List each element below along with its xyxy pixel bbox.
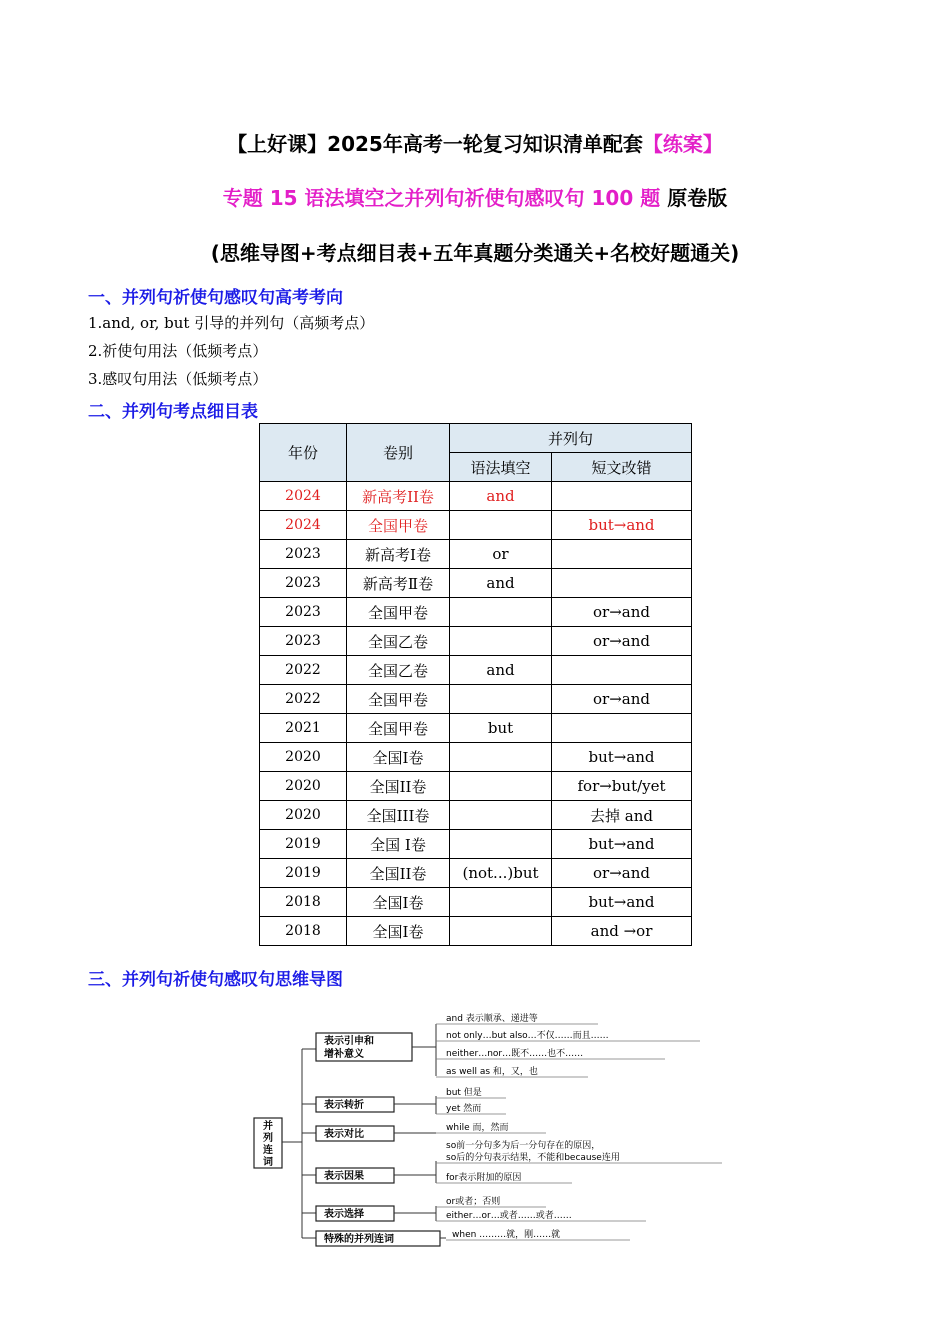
branch-4-item-3: for表示附加的原因 (446, 1173, 522, 1183)
root-char-3: 连 (263, 1145, 273, 1156)
cell-paper: 全国甲卷 (347, 685, 450, 714)
branch-4-item-2: so后的分句表示结果，不能和because连用 (446, 1153, 620, 1163)
table-row (260, 743, 692, 772)
branch-6-item-1: when ………就，刚……就 (452, 1230, 561, 1240)
point-3: 3.感叹句用法（低频考点） (88, 370, 268, 388)
branch-2-item-2: yet 然而 (446, 1104, 482, 1114)
cell-grammar-fill (450, 685, 552, 714)
doc-title-line2 (0, 182, 950, 211)
cell-error-correction: or→and (552, 859, 692, 888)
cell-paper: 全国III卷 (347, 801, 450, 830)
cell-paper: 全国乙卷 (347, 656, 450, 685)
cell-paper: 全国 Ⅰ卷 (347, 830, 450, 859)
header-group: 并列句 (450, 424, 692, 453)
table-row (260, 598, 692, 627)
point-1: 1.and, or, but 引导的并列句（高频考点） (88, 314, 375, 332)
cell-error-correction: or→and (552, 598, 692, 627)
cell-year: 2024 (260, 482, 347, 511)
section-heading-2: 二、并列句考点细目表 (88, 402, 258, 422)
cell-paper: 全国乙卷 (347, 627, 450, 656)
cell-error-correction: and →or (552, 917, 692, 946)
point-2: 2.祈使句用法（低频考点） (88, 342, 268, 360)
branch-4-label: 表示因果 (324, 1171, 364, 1182)
cell-grammar-fill: or (450, 540, 552, 569)
cell-error-correction: 去掉 and (552, 801, 692, 830)
cell-paper: 全国Ⅰ卷 (347, 917, 450, 946)
cell-grammar-fill: (not...)but (450, 859, 552, 888)
cell-error-correction (552, 714, 692, 743)
cell-error-correction (552, 569, 692, 598)
cell-grammar-fill (450, 627, 552, 656)
cell-paper: 全国II卷 (347, 859, 450, 888)
table-row (260, 656, 692, 685)
table-row (260, 801, 692, 830)
header-year: 年份 (260, 424, 347, 482)
cell-year: 2020 (260, 772, 347, 801)
cell-year: 2022 (260, 656, 347, 685)
cell-error-correction: but→and (552, 830, 692, 859)
cell-error-correction (552, 656, 692, 685)
table-row (260, 772, 692, 801)
cell-error-correction: or→and (552, 627, 692, 656)
cell-error-correction: but→and (552, 511, 692, 540)
root-char-2: 列 (263, 1133, 273, 1144)
cell-error-correction (552, 482, 692, 511)
header-grammar-fill: 语法填空 (450, 453, 552, 482)
cell-paper: 全国Ⅰ卷 (347, 888, 450, 917)
branch-1-item-2: not only…but also…不仅……而且…… (446, 1031, 609, 1041)
title-series: 【上好课】2025年高考一轮复习知识清单配套 (227, 132, 643, 156)
cell-year: 2022 (260, 685, 347, 714)
header-error-correction: 短文改错 (552, 453, 692, 482)
cell-year: 2020 (260, 743, 347, 772)
cell-grammar-fill: but (450, 714, 552, 743)
table-row (260, 714, 692, 743)
table-row (260, 888, 692, 917)
cell-year: 2019 (260, 830, 347, 859)
section-heading-1: 一、并列句祈使句感叹句高考考向 (88, 288, 343, 308)
table-row (260, 830, 692, 859)
cell-grammar-fill (450, 830, 552, 859)
cell-grammar-fill (450, 801, 552, 830)
cell-year: 2019 (260, 859, 347, 888)
branch-1-item-1: and 表示顺承、递进等 (446, 1014, 538, 1024)
branch-5-item-2: either…or…或者……或者…… (446, 1211, 572, 1221)
cell-year: 2018 (260, 917, 347, 946)
doc-title-line3: (思维导图+考点细目表+五年真题分类通关+名校好题通关) (210, 241, 740, 265)
table-row (260, 627, 692, 656)
branch-6-label: 特殊的并列连词 (324, 1234, 394, 1245)
cell-grammar-fill: and (450, 482, 552, 511)
cell-error-correction: or→and (552, 685, 692, 714)
table-row (260, 685, 692, 714)
branch-5-label: 表示选择 (324, 1209, 364, 1220)
root-char-1: 并 (263, 1121, 273, 1132)
branch-2-item-1: but 但是 (446, 1088, 482, 1098)
cell-grammar-fill (450, 888, 552, 917)
branch-4-item-1: so前一分句多为后一分句存在的原因， (446, 1141, 601, 1151)
title-topic: 专题 15 语法填空之并列句祈使句感叹句 100 题 (222, 186, 661, 210)
table-row (260, 569, 692, 598)
mind-map (250, 1012, 730, 1252)
cell-paper: 全国甲卷 (347, 598, 450, 627)
root-label: 并列连词 (250, 1012, 254, 1013)
cell-paper: 全国Ⅰ卷 (347, 743, 450, 772)
cell-grammar-fill (450, 598, 552, 627)
branch-1-label-b: 增补意义 (324, 1049, 364, 1060)
cell-error-correction: but→and (552, 743, 692, 772)
branch-1-item-4: as well as 和，又，也 (446, 1067, 538, 1077)
cell-year: 2018 (260, 888, 347, 917)
root-char-4: 词 (263, 1157, 273, 1168)
cell-paper: 全国甲卷 (347, 714, 450, 743)
cell-grammar-fill (450, 917, 552, 946)
header-paper: 卷别 (347, 424, 450, 482)
table-row (260, 859, 692, 888)
table-row (260, 482, 692, 511)
table-row (260, 540, 692, 569)
branch-2-label: 表示转折 (324, 1100, 364, 1111)
cell-year: 2023 (260, 627, 347, 656)
cell-paper: 新高考Ⅱ卷 (347, 569, 450, 598)
cell-error-correction: but→and (552, 888, 692, 917)
cell-year: 2023 (260, 569, 347, 598)
branch-1-label-a: 表示引申和 (324, 1036, 374, 1047)
cell-year: 2023 (260, 540, 347, 569)
exam-points-table (259, 423, 692, 946)
cell-year: 2024 (260, 511, 347, 540)
branch-5-item-1: or或者；否则 (446, 1197, 501, 1207)
cell-year: 2020 (260, 801, 347, 830)
cell-grammar-fill: and (450, 656, 552, 685)
cell-paper: 新高考Ⅰ卷 (347, 540, 450, 569)
branch-1-item-3: neither…nor…既不……也不…… (446, 1049, 584, 1059)
doc-title-line1 (0, 128, 950, 157)
branch-3-item-1: while 而，然而 (446, 1123, 509, 1133)
table-row (260, 917, 692, 946)
cell-error-correction (552, 540, 692, 569)
cell-grammar-fill (450, 511, 552, 540)
branch-3-label: 表示对比 (324, 1129, 364, 1140)
title-version: 原卷版 (660, 186, 728, 210)
cell-grammar-fill (450, 743, 552, 772)
cell-year: 2023 (260, 598, 347, 627)
cell-paper: 全国甲卷 (347, 511, 450, 540)
cell-paper: 全国II卷 (347, 772, 450, 801)
table-row (260, 511, 692, 540)
cell-error-correction: for→but/yet (552, 772, 692, 801)
cell-grammar-fill (450, 772, 552, 801)
cell-paper: 新高考II卷 (347, 482, 450, 511)
cell-grammar-fill: and (450, 569, 552, 598)
section-heading-3: 三、并列句祈使句感叹句思维导图 (88, 970, 343, 990)
cell-year: 2021 (260, 714, 347, 743)
title-tag: 【练案】 (642, 132, 723, 156)
